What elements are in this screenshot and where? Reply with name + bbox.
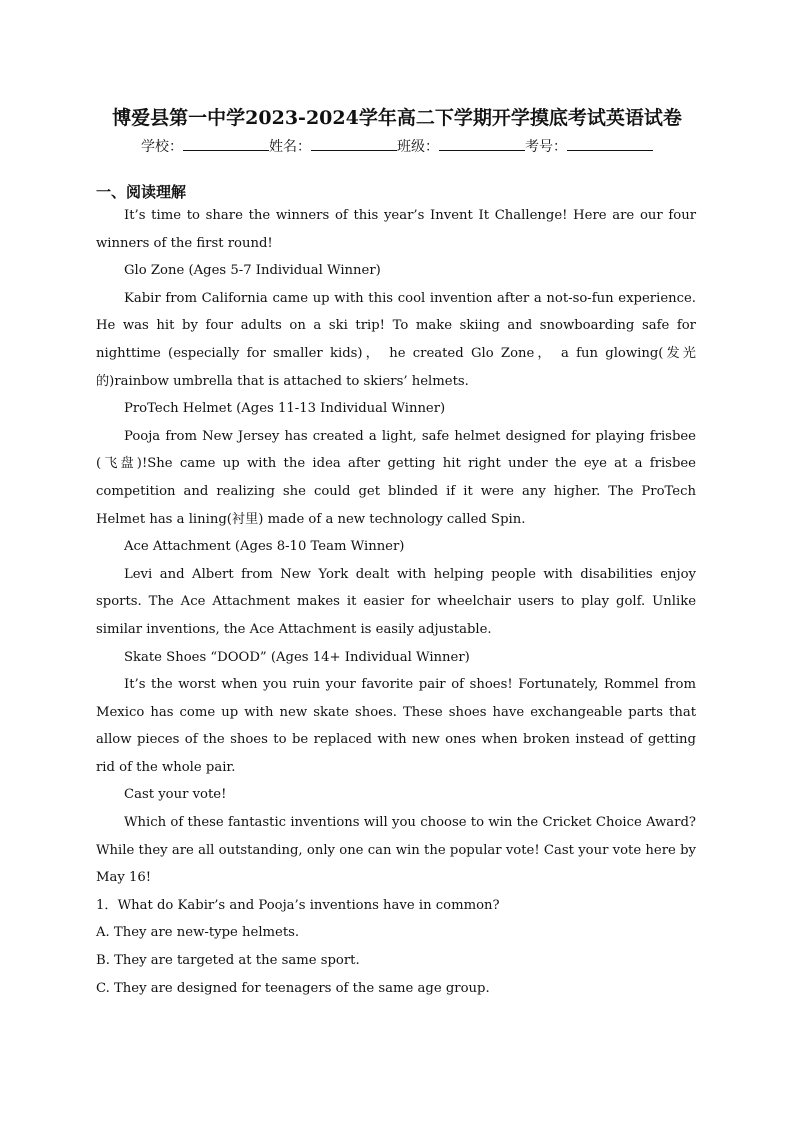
vote-heading: Cast your vote! (124, 787, 227, 803)
option-b[interactable]: B. They are targeted at the same sport. (96, 953, 360, 969)
option-a[interactable]: A. They are new-type helmets. (96, 925, 300, 941)
question-stem: 1．What do Kabir’s and Pooja’s inventions have in common? (96, 897, 500, 913)
school-blank[interactable] (183, 136, 269, 151)
option-c[interactable]: C. They are designed for teenagers of the same age group. (96, 980, 490, 996)
passage-body (96, 202, 696, 1002)
item-text-skate-shoes: It’s the worst when you ruin your favorite pair of shoes! Fortunately, Rommel from Mexico has come up with new skate shoes. These shoes have exchangeable parts that allow pieces of the shoes to be replaced with new ones when broken instead of getting rid of the whole pair. (96, 677, 696, 775)
item-heading-protech-helmet: ProTech Helmet (Ages 11-13 Individual Winner) (124, 401, 446, 417)
exam-title: 博爱县第一中学2023-2024学年高二下学期开学摸底考试英语试卷 (112, 107, 682, 129)
item-heading-glo-zone: Glo Zone (Ages 5-7 Individual Winner) (124, 263, 381, 279)
vote-text: Which of these fantastic inventions will you choose to win the Cricket Choice Award? While they are all outstanding, only one can win the popular vote! Cast your vote here by May 16! (96, 815, 696, 886)
number-blank[interactable] (567, 136, 653, 151)
item-text-glo-zone: Kabir from California came up with this cool invention after a not-so-fun experience. He was hit by four adults on a ski trip! To make skiing and snowboarding safe for nighttime (especially for smaller kids)， he created Glo Zone， a fun glowing(发光的)rainbow umbrella that is attached to skiers’ helmets. (96, 290, 696, 389)
item-heading-skate-shoes: Skate Shoes “DOOD” (Ages 14+ Individual Winner) (124, 649, 470, 665)
name-label: 姓名： (269, 139, 311, 155)
section-heading: 一、阅读理解 (96, 183, 187, 201)
item-text-ace-attachment: Levi and Albert from New York dealt with helping people with disabilities enjoy sports. The Ace Attachment makes it easier for wheelchair users to play golf. Unlike similar inventions, the Ace Attachment is easily adjustable. (96, 566, 696, 637)
student-info-line (0, 136, 794, 156)
item-text-protech-helmet: Pooja from New Jersey has created a light, safe helmet designed for playing frisbee (飞盘)!She came up with the idea after getting hit right under the eye at a frisbee competition and realizing she could get blinded if it were any higher. The ProTech Helmet has a lining(衬里) made of a new technology called Spin. (96, 428, 696, 527)
name-blank[interactable] (311, 136, 397, 151)
class-label: 班级： (397, 139, 439, 155)
item-heading-ace-attachment: Ace Attachment (Ages 8-10 Team Winner) (124, 539, 405, 555)
school-label: 学校： (141, 139, 183, 155)
number-label: 考号： (525, 139, 567, 155)
class-blank[interactable] (439, 136, 525, 151)
passage-intro: It’s time to share the winners of this year’s Invent It Challenge! Here are our four winners of the first round! (96, 208, 696, 251)
